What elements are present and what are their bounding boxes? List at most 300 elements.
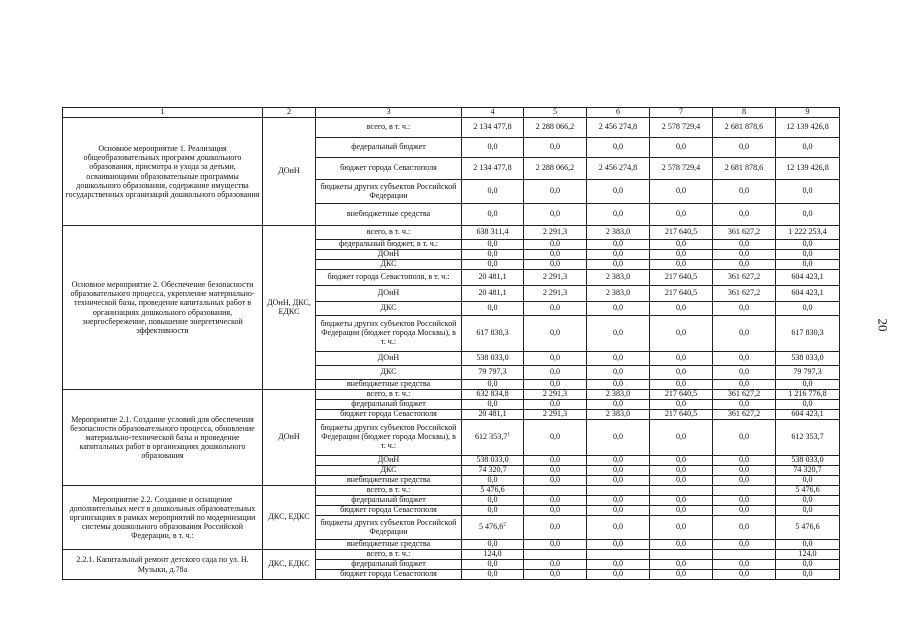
amount-cell bbox=[587, 204, 650, 226]
footnote-marker: 1 bbox=[507, 431, 511, 438]
amount-value: 0,0 bbox=[549, 249, 561, 259]
amount-cell bbox=[524, 496, 587, 506]
amount-value: 0,0 bbox=[487, 249, 498, 259]
amount-value: 0,0 bbox=[487, 259, 498, 269]
amount-cell bbox=[462, 158, 524, 180]
amount-value: 0,0 bbox=[738, 455, 750, 465]
amount-cell bbox=[462, 466, 524, 476]
amount-cell bbox=[650, 352, 713, 366]
amount-value: 74 320,7 bbox=[478, 465, 507, 475]
amount-cell bbox=[713, 270, 776, 286]
amount-cell bbox=[713, 486, 776, 496]
amount-cell bbox=[524, 420, 587, 456]
amount-cell bbox=[650, 204, 713, 226]
amount-cell bbox=[776, 466, 840, 476]
header-cell: 6 bbox=[587, 108, 650, 118]
funding-source-cell: ДОиН bbox=[316, 286, 462, 302]
amount-cell bbox=[587, 506, 650, 516]
amount-value: 0,0 bbox=[549, 475, 561, 485]
amount-value: 0,0 bbox=[738, 259, 750, 269]
amount-value: 0,0 bbox=[738, 239, 750, 249]
amount-cell bbox=[776, 570, 840, 580]
amount-value: 0,0 bbox=[549, 186, 561, 196]
amount-cell bbox=[587, 138, 650, 158]
header-cell: 2 bbox=[263, 108, 316, 118]
amount-cell bbox=[713, 496, 776, 506]
table-row bbox=[63, 550, 840, 560]
amount-cell bbox=[462, 550, 524, 560]
amount-value: 0,0 bbox=[738, 465, 750, 475]
amount-cell bbox=[524, 486, 587, 496]
amount-cell bbox=[587, 352, 650, 366]
header-cell: 1 bbox=[63, 108, 263, 118]
amount-value: 538 033,0 bbox=[791, 455, 824, 465]
amount-value: 0,0 bbox=[549, 367, 561, 377]
amount-cell bbox=[587, 420, 650, 456]
amount-cell bbox=[713, 476, 776, 486]
amount-cell bbox=[650, 540, 713, 550]
amount-value: 2 383,0 bbox=[605, 288, 631, 298]
amount-cell bbox=[524, 138, 587, 158]
amount-cell bbox=[587, 380, 650, 390]
amount-value: 2 291,3 bbox=[542, 288, 568, 298]
header-cell: 8 bbox=[713, 108, 776, 118]
funding-source-cell: внебюджетные средства bbox=[316, 380, 462, 390]
amount-value: 0,0 bbox=[802, 209, 813, 219]
amount-value: 0,0 bbox=[675, 399, 687, 409]
amount-cell bbox=[713, 380, 776, 390]
amount-cell bbox=[524, 180, 587, 204]
amount-value: 0,0 bbox=[612, 522, 624, 532]
amount-cell bbox=[587, 240, 650, 250]
amount-cell bbox=[713, 118, 776, 138]
amount-value: 0,0 bbox=[612, 249, 624, 259]
amount-value: 0,0 bbox=[675, 539, 687, 549]
amount-cell bbox=[587, 516, 650, 540]
amount-cell bbox=[462, 560, 524, 570]
amount-cell bbox=[524, 204, 587, 226]
amount-cell bbox=[462, 302, 524, 316]
amount-value: 2 383,0 bbox=[605, 389, 631, 399]
amount-value: 217 640,5 bbox=[664, 288, 698, 298]
amount-value: 0,0 bbox=[675, 328, 687, 338]
funding-source-cell: бюджет города Севастополя bbox=[316, 506, 462, 516]
amount-cell bbox=[776, 506, 840, 516]
amount-cell bbox=[524, 352, 587, 366]
amount-cell bbox=[650, 158, 713, 180]
funding-source-cell: бюджеты других субъектов Российской Федерации (бюджет города Москвы), в т. ч.: bbox=[316, 316, 462, 352]
amount-value: 2 383,0 bbox=[605, 409, 631, 419]
responsible-cell: ДОиН bbox=[263, 390, 316, 486]
amount-value: 0,0 bbox=[738, 328, 750, 338]
amount-value: 0,0 bbox=[802, 559, 813, 569]
amount-value: 0,0 bbox=[738, 505, 750, 515]
amount-cell bbox=[650, 550, 713, 560]
amount-value: 0,0 bbox=[487, 303, 498, 313]
amount-value: 604 423,1 bbox=[791, 409, 824, 419]
amount-cell bbox=[524, 118, 587, 138]
amount-cell bbox=[713, 400, 776, 410]
amount-cell bbox=[713, 352, 776, 366]
amount-value: 361 627,2 bbox=[727, 227, 761, 237]
amount-cell bbox=[587, 286, 650, 302]
amount-value: 0,0 bbox=[487, 142, 498, 152]
responsible-cell: ДОиН bbox=[263, 118, 316, 226]
amount-cell bbox=[587, 118, 650, 138]
amount-value: 0,0 bbox=[675, 432, 687, 442]
table-row bbox=[63, 226, 840, 240]
amount-value: 361 627,2 bbox=[727, 409, 761, 419]
header-cell: 9 bbox=[776, 108, 840, 118]
amount-cell bbox=[650, 466, 713, 476]
amount-cell bbox=[776, 138, 840, 158]
amount-cell bbox=[713, 138, 776, 158]
amount-cell bbox=[776, 516, 840, 540]
amount-cell bbox=[524, 270, 587, 286]
amount-cell bbox=[524, 516, 587, 540]
amount-cell bbox=[524, 302, 587, 316]
funding-source-cell: бюджеты других субъектов Российской Федерации bbox=[316, 516, 462, 540]
amount-cell bbox=[776, 250, 840, 260]
amount-value: 12 139 426,8 bbox=[786, 163, 829, 173]
amount-value: 0,0 bbox=[549, 259, 561, 269]
amount-value: 2 383,0 bbox=[605, 227, 631, 237]
amount-value: 538 033,0 bbox=[476, 353, 509, 363]
amount-cell bbox=[776, 286, 840, 302]
amount-value: 0,0 bbox=[612, 432, 624, 442]
amount-value: 612 353,7 bbox=[791, 432, 824, 442]
amount-value: 0,0 bbox=[549, 522, 561, 532]
amount-cell bbox=[587, 456, 650, 466]
amount-cell bbox=[587, 570, 650, 580]
amount-cell bbox=[713, 302, 776, 316]
amount-cell bbox=[524, 286, 587, 302]
amount-value: 1 216 776,8 bbox=[788, 389, 827, 399]
amount-value: 0,0 bbox=[802, 539, 813, 549]
amount-cell bbox=[776, 240, 840, 250]
amount-cell bbox=[713, 410, 776, 420]
amount-cell bbox=[776, 316, 840, 352]
amount-value: 0,0 bbox=[612, 569, 624, 579]
amount-value: 0,0 bbox=[738, 559, 750, 569]
amount-value: 2 456 274,8 bbox=[598, 163, 638, 173]
amount-value: 124,0 bbox=[798, 549, 817, 559]
amount-value: 5 476,6 bbox=[795, 522, 820, 532]
amount-value: 617 830,3 bbox=[791, 328, 824, 338]
amount-cell bbox=[650, 400, 713, 410]
amount-cell bbox=[587, 250, 650, 260]
amount-value: 0,0 bbox=[802, 569, 813, 579]
amount-value: 2 291,3 bbox=[542, 227, 568, 237]
funding-source-cell: ДОиН bbox=[316, 456, 462, 466]
amount-cell bbox=[587, 496, 650, 506]
amount-value: 0,0 bbox=[802, 259, 813, 269]
amount-value: 217 640,5 bbox=[664, 272, 698, 282]
funding-source-cell: всего, в т. ч.: bbox=[316, 550, 462, 560]
amount-value: 20 481,1 bbox=[478, 288, 507, 298]
amount-value: 0,0 bbox=[675, 239, 687, 249]
page-number: 20 bbox=[875, 318, 891, 332]
amount-cell bbox=[776, 352, 840, 366]
amount-cell bbox=[650, 476, 713, 486]
amount-cell bbox=[776, 270, 840, 286]
amount-value: 0,0 bbox=[549, 569, 561, 579]
amount-cell bbox=[650, 302, 713, 316]
amount-cell bbox=[524, 540, 587, 550]
amount-value: 0,0 bbox=[549, 399, 561, 409]
amount-value: 0,0 bbox=[738, 539, 750, 549]
amount-cell bbox=[462, 226, 524, 240]
amount-value: 2 681 878,6 bbox=[724, 163, 764, 173]
amount-value: 0,0 bbox=[487, 399, 498, 409]
amount-value: 0,0 bbox=[612, 353, 624, 363]
header-cell: 7 bbox=[650, 108, 713, 118]
amount-value: 0,0 bbox=[612, 455, 624, 465]
funding-source-cell: бюджеты других субъектов Российской Федерации (бюджет города Москвы), в т. ч.: bbox=[316, 420, 462, 456]
amount-value: 0,0 bbox=[738, 379, 750, 389]
amount-cell bbox=[650, 380, 713, 390]
amount-value: 0,0 bbox=[549, 559, 561, 569]
funding-source-cell: бюджеты других субъектов Российской Федерации bbox=[316, 180, 462, 204]
amount-cell bbox=[713, 420, 776, 456]
amount-cell bbox=[524, 240, 587, 250]
amount-cell bbox=[776, 456, 840, 466]
amount-cell bbox=[713, 570, 776, 580]
funding-source-cell: всего, в т. ч.: bbox=[316, 486, 462, 496]
amount-cell bbox=[776, 560, 840, 570]
amount-cell bbox=[462, 118, 524, 138]
funding-source-cell: федеральный бюджет bbox=[316, 138, 462, 158]
amount-cell bbox=[713, 180, 776, 204]
amount-cell bbox=[650, 286, 713, 302]
event-name-cell: Мероприятие 2.2. Создание и оснащение дополнительных мест в дошкольных образовательных организациях в рамках мероприятий по модернизации системы дошкольного образования Российской Федерации, в т. ч.: bbox=[63, 486, 263, 550]
amount-cell bbox=[650, 240, 713, 250]
amount-value: 0,0 bbox=[487, 186, 498, 196]
amount-cell bbox=[524, 466, 587, 476]
amount-value: 0,0 bbox=[675, 259, 687, 269]
amount-value: 0,0 bbox=[487, 569, 498, 579]
amount-cell bbox=[776, 366, 840, 380]
amount-value: 0,0 bbox=[738, 249, 750, 259]
amount-cell bbox=[524, 366, 587, 380]
amount-value: 0,0 bbox=[675, 353, 687, 363]
amount-value: 79 797,3 bbox=[793, 367, 822, 377]
amount-value: 0,0 bbox=[612, 465, 624, 475]
amount-cell bbox=[776, 476, 840, 486]
amount-value: 0,0 bbox=[487, 239, 498, 249]
funding-source-cell: всего, в т. ч.: bbox=[316, 226, 462, 240]
amount-value: 0,0 bbox=[549, 328, 561, 338]
amount-value: 0,0 bbox=[612, 186, 624, 196]
amount-cell bbox=[650, 420, 713, 456]
amount-value: 2 681 878,6 bbox=[724, 122, 764, 132]
amount-cell bbox=[650, 226, 713, 240]
amount-value: 0,0 bbox=[612, 379, 624, 389]
amount-cell bbox=[713, 250, 776, 260]
responsible-cell: ДОиН, ДКС, ЕДКС bbox=[263, 226, 316, 390]
amount-value: 0,0 bbox=[487, 209, 498, 219]
amount-value: 361 627,2 bbox=[727, 288, 761, 298]
amount-value: 0,0 bbox=[738, 367, 750, 377]
amount-value: 617 830,3 bbox=[476, 328, 509, 338]
amount-cell bbox=[462, 410, 524, 420]
event-name-cell: Основное мероприятие 1. Реализация общеобразовательных программ дошкольного образования, присмотра и ухода за детьми, осваивающими образовательные программы дошкольного образования, содержание имущества государственных организаций дошкольного образования bbox=[63, 118, 263, 226]
funding-source-cell: федеральный бюджет bbox=[316, 560, 462, 570]
amount-cell bbox=[776, 496, 840, 506]
amount-value: 0,0 bbox=[612, 559, 624, 569]
amount-value: 2 578 729,4 bbox=[661, 122, 701, 132]
amount-cell bbox=[713, 260, 776, 270]
funding-source-cell: внебюджетные средства bbox=[316, 204, 462, 226]
amount-cell bbox=[713, 204, 776, 226]
amount-value: 0,0 bbox=[802, 379, 813, 389]
amount-value: 0,0 bbox=[612, 209, 624, 219]
amount-cell bbox=[524, 550, 587, 560]
amount-cell bbox=[462, 270, 524, 286]
amount-cell bbox=[713, 286, 776, 302]
amount-cell bbox=[587, 410, 650, 420]
amount-cell bbox=[462, 138, 524, 158]
amount-cell bbox=[462, 400, 524, 410]
amount-cell bbox=[524, 380, 587, 390]
amount-value: 0,0 bbox=[802, 495, 813, 505]
amount-cell bbox=[650, 486, 713, 496]
table-row bbox=[63, 486, 840, 496]
amount-value: 2 383,0 bbox=[605, 272, 631, 282]
amount-cell bbox=[776, 410, 840, 420]
funding-source-cell: бюджет города Севастополя bbox=[316, 570, 462, 580]
amount-value: 0,0 bbox=[802, 303, 813, 313]
funding-source-cell: федеральный бюджет, в т. ч.: bbox=[316, 240, 462, 250]
amount-cell bbox=[462, 570, 524, 580]
amount-value: 2 291,3 bbox=[542, 389, 568, 399]
amount-value: 0,0 bbox=[549, 239, 561, 249]
header-cell: 3 bbox=[316, 108, 462, 118]
amount-cell bbox=[524, 260, 587, 270]
amount-cell bbox=[650, 390, 713, 400]
amount-value: 0,0 bbox=[675, 455, 687, 465]
amount-cell bbox=[587, 400, 650, 410]
amount-value: 0,0 bbox=[612, 239, 624, 249]
amount-cell bbox=[776, 260, 840, 270]
amount-cell bbox=[462, 316, 524, 352]
amount-value: 2 291,3 bbox=[542, 409, 568, 419]
amount-value: 0,0 bbox=[612, 142, 624, 152]
amount-value: 0,0 bbox=[612, 539, 624, 549]
amount-cell bbox=[776, 486, 840, 496]
amount-value: 0,0 bbox=[549, 209, 561, 219]
amount-cell bbox=[776, 204, 840, 226]
amount-cell bbox=[650, 570, 713, 580]
amount-cell bbox=[650, 180, 713, 204]
amount-value: 0,0 bbox=[612, 259, 624, 269]
amount-value: 217 640,5 bbox=[664, 389, 698, 399]
funding-source-cell: ДКС bbox=[316, 466, 462, 476]
amount-value: 361 627,2 bbox=[727, 272, 761, 282]
amount-cell bbox=[524, 560, 587, 570]
amount-cell bbox=[776, 302, 840, 316]
amount-value: 0,0 bbox=[675, 522, 687, 532]
amount-value: 0,0 bbox=[612, 328, 624, 338]
amount-value: 0,0 bbox=[675, 465, 687, 475]
amount-cell bbox=[650, 316, 713, 352]
amount-cell bbox=[462, 204, 524, 226]
amount-cell bbox=[587, 390, 650, 400]
header-cell: 4 bbox=[462, 108, 524, 118]
amount-value: 0,0 bbox=[802, 399, 813, 409]
amount-cell bbox=[462, 260, 524, 270]
amount-value: 12 139 426,8 bbox=[786, 122, 829, 132]
amount-value: 74 320,7 bbox=[793, 465, 822, 475]
amount-cell bbox=[462, 516, 524, 540]
amount-cell bbox=[587, 560, 650, 570]
amount-cell bbox=[713, 506, 776, 516]
amount-value: 538 033,0 bbox=[476, 455, 509, 465]
amount-value: 2 456 274,8 bbox=[598, 122, 638, 132]
amount-cell bbox=[524, 410, 587, 420]
amount-value: 0,0 bbox=[802, 505, 813, 515]
funding-source-cell: ДОиН bbox=[316, 250, 462, 260]
amount-cell bbox=[524, 158, 587, 180]
amount-value: 2 288 066,2 bbox=[535, 163, 575, 173]
header-row bbox=[63, 108, 840, 118]
amount-value: 0,0 bbox=[675, 569, 687, 579]
event-name-cell: 2.2.1. Капитальный ремонт детского сада по ул. Н. Музыки, д.78а bbox=[63, 550, 263, 580]
amount-cell bbox=[524, 506, 587, 516]
amount-value: 0,0 bbox=[549, 505, 561, 515]
amount-value: 20 481,1 bbox=[478, 409, 507, 419]
amount-value: 0,0 bbox=[675, 142, 687, 152]
amount-value: 0,0 bbox=[738, 303, 750, 313]
amount-cell bbox=[650, 516, 713, 540]
footnote-marker: 2 bbox=[503, 521, 507, 528]
amount-value: 0,0 bbox=[738, 522, 750, 532]
amount-value: 0,0 bbox=[738, 475, 750, 485]
amount-cell bbox=[776, 550, 840, 560]
event-name-cell: Основное мероприятие 2. Обеспечение безопасности образовательного процесса, укрепление материально-технической базы, проведение капитальных работ в организациях дошкольного образования, энергосбережение, повышение энергетической эффективности bbox=[63, 226, 263, 390]
amount-cell bbox=[462, 540, 524, 550]
amount-value: 0,0 bbox=[738, 495, 750, 505]
amount-value: 0,0 bbox=[738, 569, 750, 579]
amount-cell bbox=[587, 486, 650, 496]
amount-cell bbox=[776, 380, 840, 390]
funding-source-cell: всего, в т. ч.: bbox=[316, 390, 462, 400]
amount-cell bbox=[587, 302, 650, 316]
amount-cell bbox=[713, 240, 776, 250]
amount-value: 0,0 bbox=[675, 186, 687, 196]
amount-cell bbox=[713, 158, 776, 180]
budget-table-body bbox=[63, 108, 840, 580]
funding-source-cell: ДОиН bbox=[316, 352, 462, 366]
funding-source-cell: внебюджетные средства bbox=[316, 540, 462, 550]
amount-value: 0,0 bbox=[487, 559, 498, 569]
responsible-cell: ДКС, ЕДКС bbox=[263, 486, 316, 550]
amount-cell bbox=[776, 390, 840, 400]
amount-cell bbox=[462, 486, 524, 496]
amount-cell bbox=[650, 250, 713, 260]
amount-cell bbox=[462, 456, 524, 466]
amount-value: 5 476,6 bbox=[795, 485, 820, 495]
amount-cell bbox=[587, 366, 650, 380]
amount-cell bbox=[462, 352, 524, 366]
amount-cell bbox=[776, 540, 840, 550]
amount-value: 0,0 bbox=[612, 505, 624, 515]
amount-value: 2 288 066,2 bbox=[535, 122, 575, 132]
amount-value: 2 578 729,4 bbox=[661, 163, 701, 173]
amount-cell bbox=[650, 260, 713, 270]
table-row bbox=[63, 118, 840, 138]
amount-value: 0,0 bbox=[738, 209, 750, 219]
